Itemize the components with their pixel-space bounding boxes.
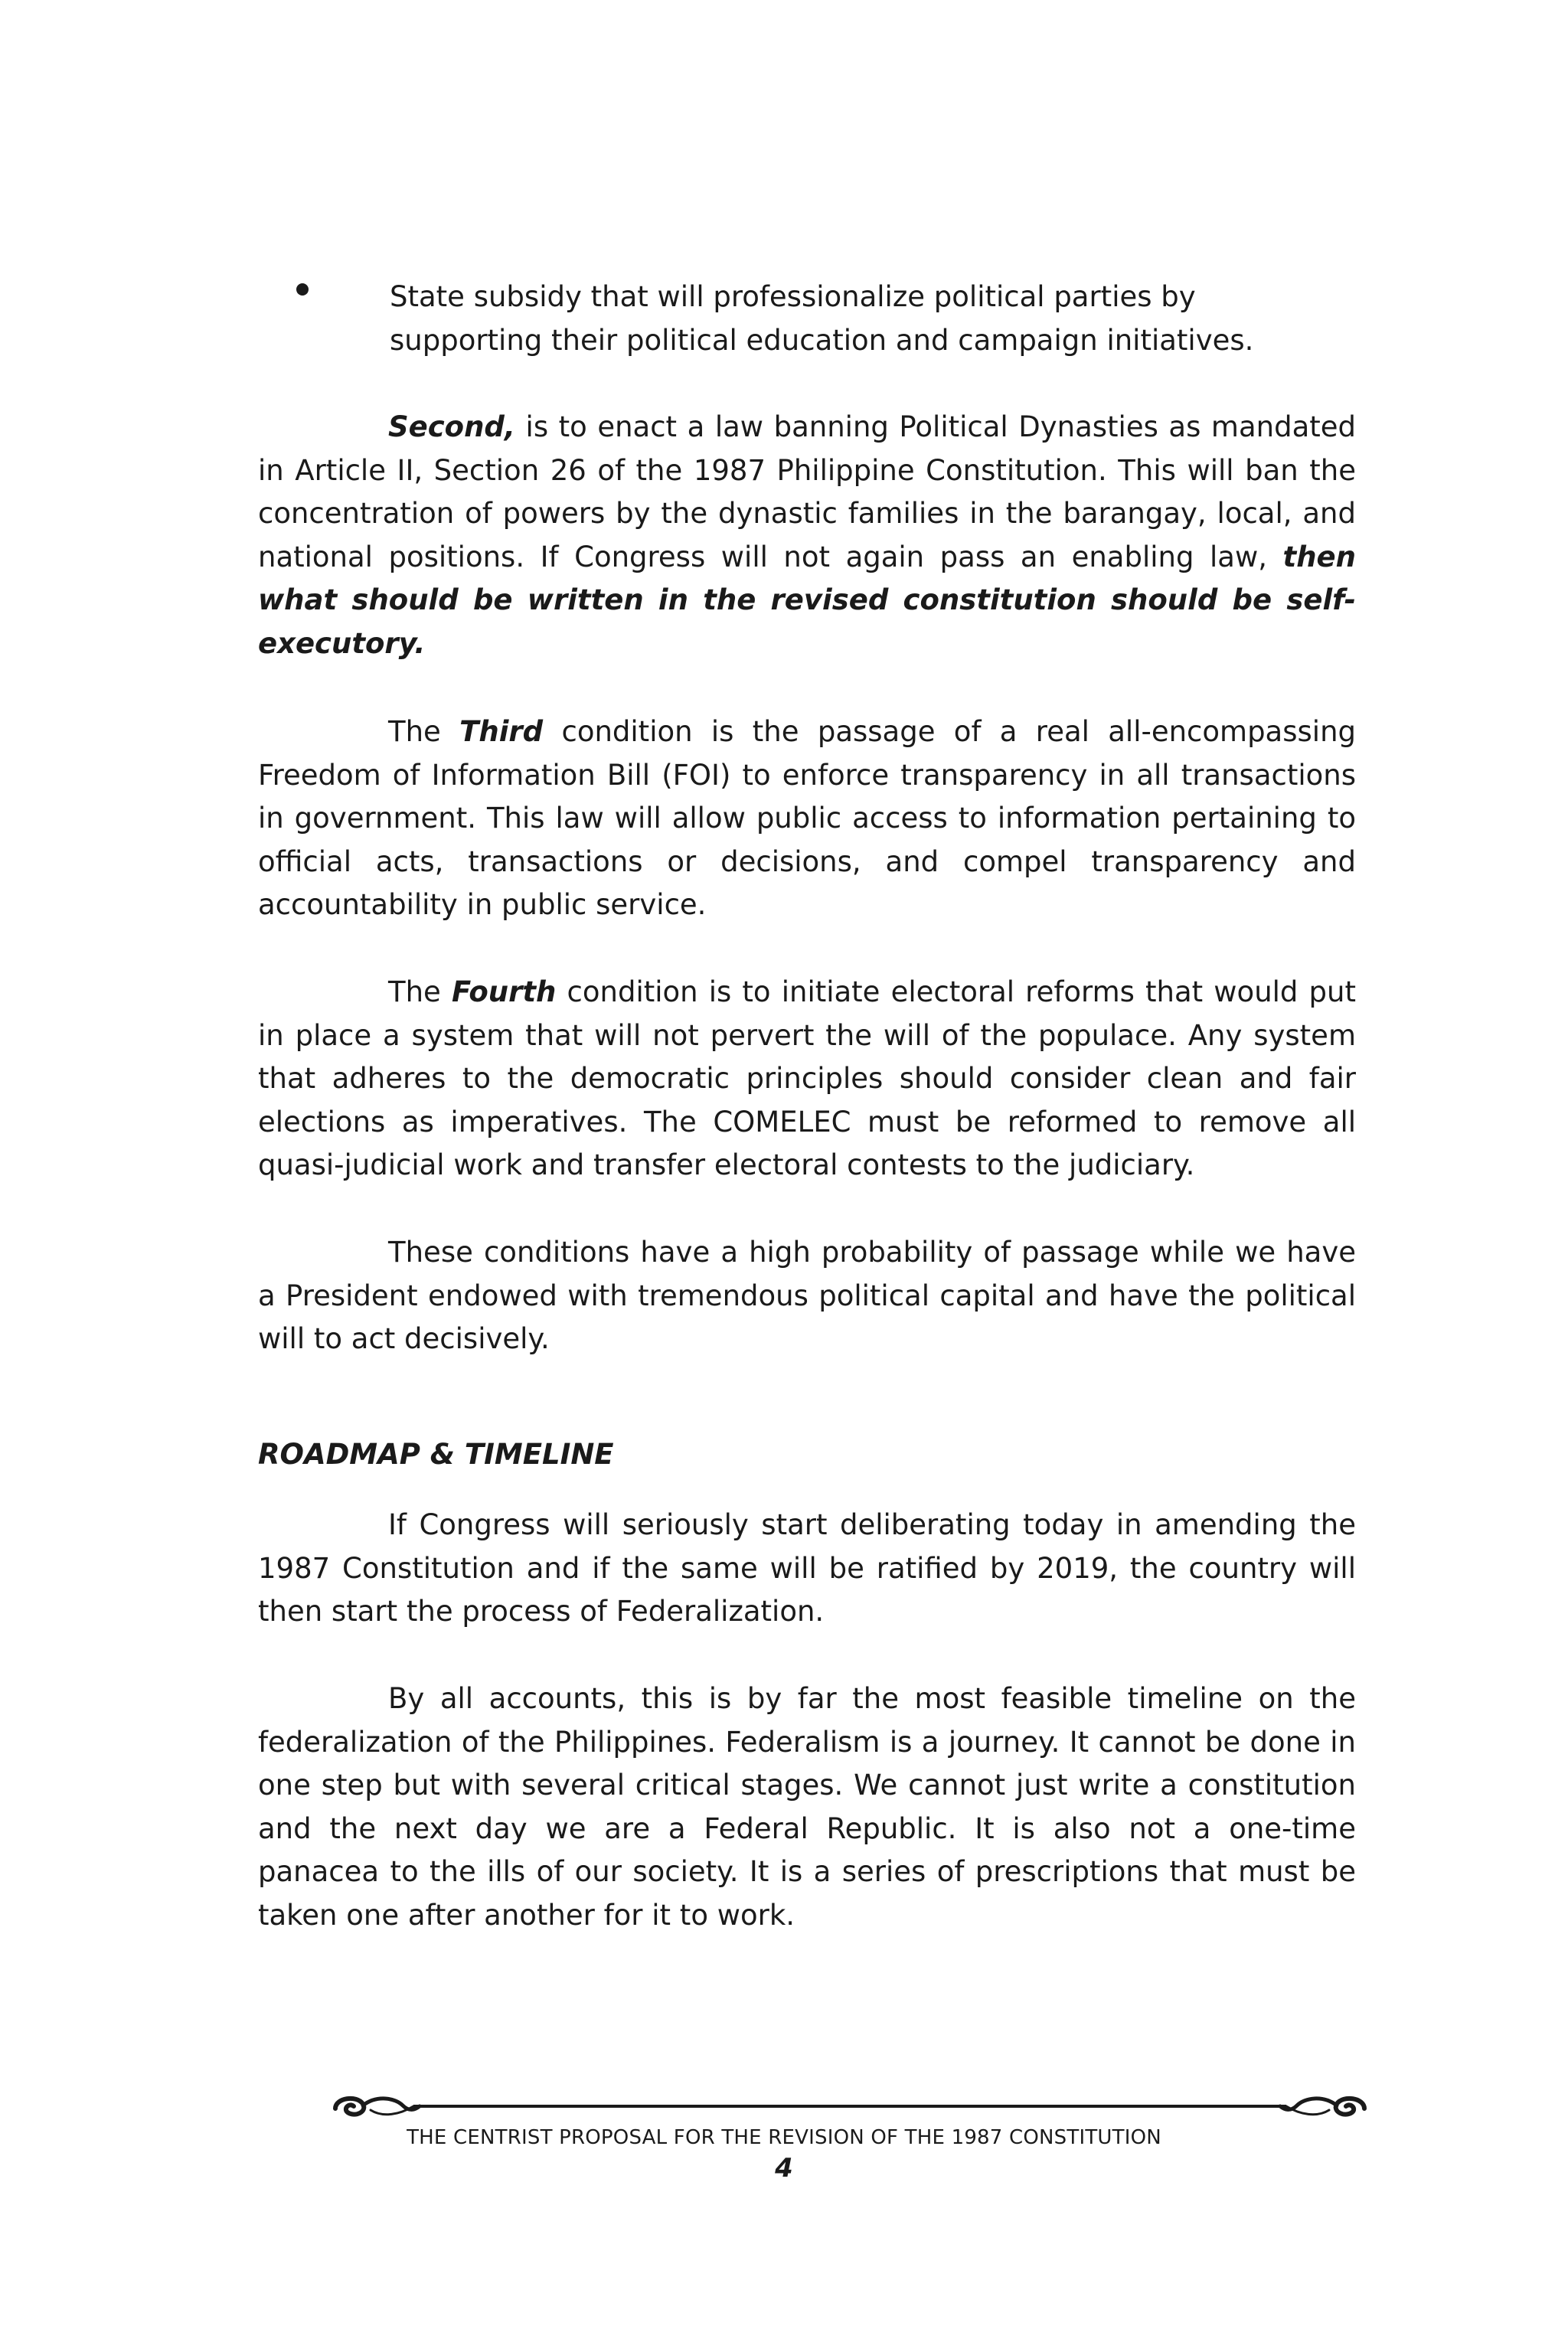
paragraph-roadmap-1: If Congress will seriously start deliberating today in amending the 1987 Constitution and if the same will be ratified by 2019, the country will then start the process of Federalization. [258,1508,1356,1628]
section-heading: ROADMAP & TIMELINE [258,1438,614,1471]
right-flourish-icon [1280,2099,1364,2115]
footer-ornament-divider [329,2087,1370,2125]
paragraph-fourth-block [258,971,1356,1187]
bullet-list-item [258,276,1356,362]
paragraph-second-emphasis: then what should be written in the revised constitution should be self-executory. [258,540,1356,660]
paragraph-roadmap-2: By all accounts, this is by far the most feasible timeline on the federalization of the Philippines. Federalism is a journey. It cannot be done in one step but with several critical stages. We cannot just write a constitution and the next day we are a Federal Republic. It is also not a one-time panacea to the ills of our society. It is a series of prescriptions that must be taken one after another for it to work. [258,1682,1356,1932]
paragraph-second [258,406,1356,665]
paragraph-third-text: condition is the passage of a real all-encompassing Freedom of Information Bill (FOI) to enforce transparency in all transactions in government. This law will allow public access to information pertaining to official acts, transactions or decisions, and compel transparency and accountability in public service. [258,715,1357,921]
paragraph-fourth [258,971,1356,1187]
paragraph-conditions-block [258,1231,1356,1361]
paragraph-conditions: These conditions have a high probability of passage while we have a President endowed with tremendous political capital and have the political will to act decisively. [258,1236,1356,1355]
paragraph-third [258,710,1356,927]
paragraph-fourth-prefix: The [388,975,452,1008]
page-number: 4 [775,2153,793,2184]
bullet-text: State subsidy that will professionalize political parties by supporting their political education and campaign initiatives. [390,280,1254,357]
paragraph-roadmap-2-block [258,1677,1356,1937]
paragraph-second-text: is to enact a law banning Political Dynasties as mandated in Article II, Section 26 of the 1987 Philippine Constitution. This will ban the concentration of powers by the dynastic families in the barangay, local, and national positions. If Congress will not again pass an enabling law, [258,410,1356,573]
paragraph-fourth-text: condition is to initiate electoral reforms that would put in place a system that will not pervert the will of the populace. Any system that adheres to the democratic principles should consider clean and fair elections as imperatives. The COMELEC must be reformed to remove all quasi-judicial work and transfer electoral contests to the judiciary. [258,975,1356,1181]
bullet-dot-icon [296,283,309,296]
left-flourish-icon [335,2099,420,2115]
footer-book-title: THE CENTRIST PROPOSAL FOR THE REVISION OF THE 1987 CONSTITUTION [407,2126,1161,2149]
paragraph-fourth-lead: Fourth [451,975,557,1008]
paragraph-second-block [258,406,1356,665]
paragraph-roadmap-1-block [258,1504,1356,1634]
paragraph-third-block [258,710,1356,927]
paragraph-third-prefix: The [388,715,460,748]
paragraph-third-lead: Third [459,715,544,748]
paragraph-second-lead: Second, [388,410,515,443]
